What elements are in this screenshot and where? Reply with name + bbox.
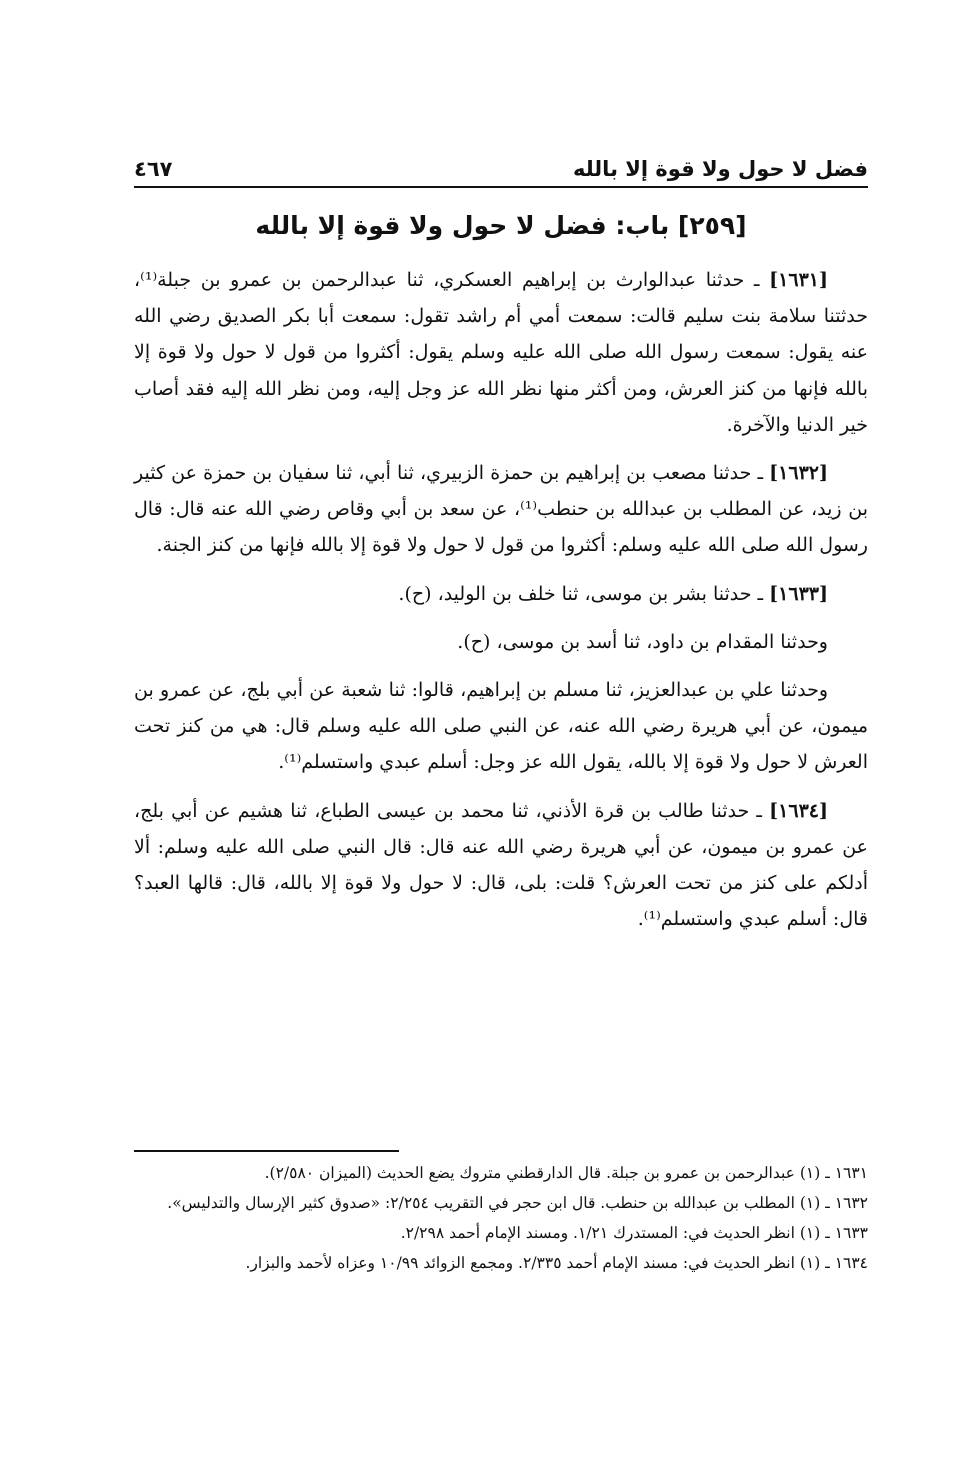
hadith-text: ـ حدثنا طالب بن قرة الأذني، ثنا محمد بن عيسى الطباع، ثنا هشيم عن أبي بلج، عن عمرو بن ميمون، عن أبي هريرة رضي الله عنه قال: قال النبي صلى الله عليه وسلم: ألا أدلكم على كنز من تحت العرش؟ قلت: بلى، قال: لا حول ولا قوة إلا بالله، قال: قالها العبد؟ قال: أسلم عبدي واستسلم⁽¹⁾. [134,799,868,931]
hadith-1633-chain-3: وحدثنا علي بن عبدالعزيز، ثنا مسلم بن إبراهيم، قالوا: ثنا شعبة عن أبي بلج، عن عمرو بن ميمون، عن أبي هريرة رضي الله عنه، عن النبي صلى الله عليه وسلم قال: هي من كنز تحت العرش لا حول ولا قوة إلا بالله، يقول الله عز وجل: أسلم عبدي واستسلم⁽¹⁾. [134,679,868,774]
book-page [134,0,868,1481]
running-header [134,144,868,184]
hadith-1634 [134,793,868,938]
page-number: ٤٦٧ [134,157,173,181]
hadith-1632 [134,455,868,564]
hadith-1633-chain-2: وحدثنا المقدام بن داود، ثنا أسد بن موسى، (ح). [457,630,828,653]
hadith-1633 [134,576,868,612]
body-text [134,262,868,949]
footnote-rule [134,1150,399,1152]
hadith-text: ـ حدثنا بشر بن موسى، ثنا خلف بن الوليد، (ح). [398,582,770,605]
hadith-1631 [134,262,868,443]
hadith-number: [١٦٣١] [769,269,828,291]
hadith-number: [١٦٣٤] [769,799,828,822]
header-rule [134,186,868,188]
hadith-text: ـ حدثنا عبدالوارث بن إبراهيم العسكري، ثنا عبدالرحمن بن عمرو بن جبلة⁽¹⁾، حدثتنا سلامة بنت سليم قالت: سمعت أمي أم راشد تقول: سمعت أبا بكر الصديق رضي الله عنه يقول: سمعت رسول الله صلى الله عليه وسلم يقول: أكثروا من قول لا حول ولا قوة إلا بالله فإنها من كنز العرش، ومن أكثر منها نظر الله عز وجل إليه، ومن نظر الله إليه فقد أصاب خير الدنيا والآخرة. [134,269,868,436]
footnote-1634: ١٦٣٤ ـ (١) انظر الحديث في: مسند الإمام أحمد ٢/٣٣٥. ومجمع الزوائد ١٠/٩٩ وعزاه لأحمد والبزار. [245,1254,868,1272]
running-title: فضل لا حول ولا قوة إلا بالله [572,157,868,181]
footnote-1632: ١٦٣٢ ـ (١) المطلب بن عبدالله بن حنطب. قال ابن حجر في التقريب ٢/٢٥٤: «صدوق كثير الإرسال والتدليس». [167,1194,868,1212]
hadith-number: [١٦٣٣] [769,582,828,605]
footnote-1633: ١٦٣٣ ـ (١) انظر الحديث في: المستدرك ١/٢١. ومسند الإمام أحمد ٢/٢٩٨. [400,1224,868,1242]
footnotes [134,1158,868,1278]
chapter-heading: [٢٥٩] باب: فضل لا حول ولا قوة إلا بالله [255,211,747,240]
hadith-number: [١٦٣٢] [769,462,828,485]
footnote-1631: ١٦٣١ ـ (١) عبدالرحمن بن عمرو بن جبلة. قال الدارقطني متروك يضع الحديث (الميزان ٢/٥٨٠). [264,1164,868,1182]
hadith-text: ـ حدثنا مصعب بن إبراهيم بن حمزة الزبيري، ثنا أبي، ثنا سفيان بن حمزة عن كثير بن زيد، عن المطلب بن عبدالله بن حنطب⁽¹⁾، عن سعد بن أبي وقاص رضي الله عنه قال: قال رسول الله صلى الله عليه وسلم: أكثروا من قول لا حول ولا قوة إلا بالله فإنها من كنز الجنة. [134,462,868,557]
